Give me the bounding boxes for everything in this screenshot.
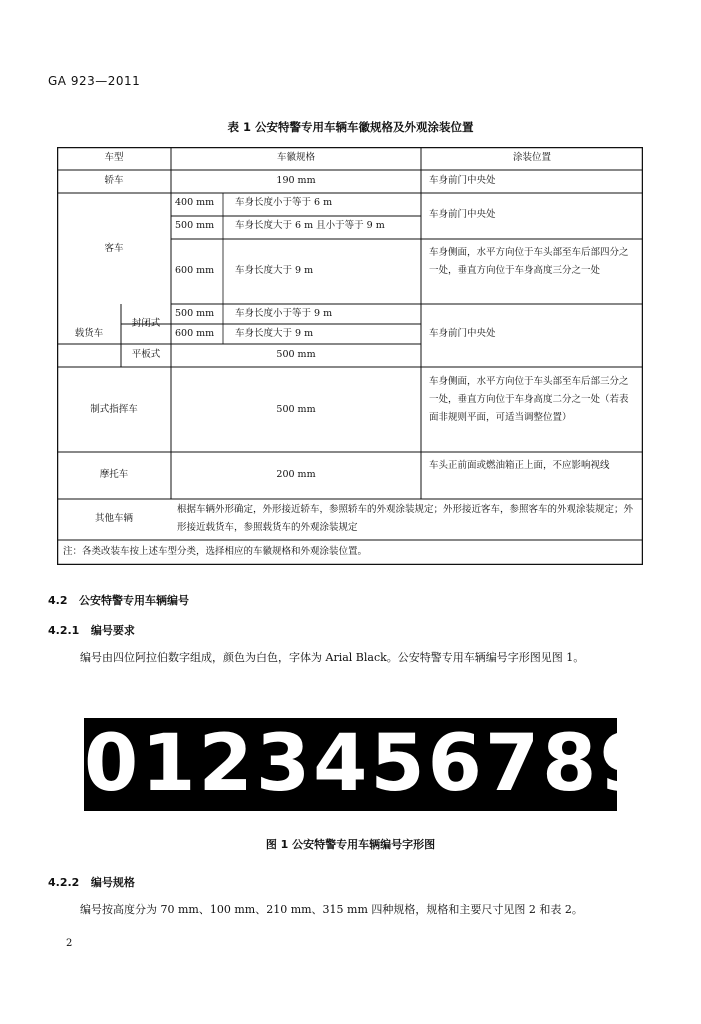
keche-cond-3: 车身长度大于 9 m (235, 265, 314, 276)
fengbi-size-1: 500 mm (175, 308, 215, 319)
keche-pos-front: 车身前门中央处 (429, 209, 496, 220)
section-title: 编号规格 (90, 876, 135, 889)
col-header-pos: 涂装位置 (512, 152, 551, 163)
row-zhihui-spec: 500 mm (276, 404, 316, 415)
row-huoche-type: 载货车 (74, 328, 104, 339)
fengbi-pos: 车身前门中央处 (429, 328, 496, 339)
row-qita-type: 其他车辆 (94, 513, 133, 524)
keche-size-2: 500 mm (175, 220, 215, 231)
fengbi-size-2: 600 mm (175, 328, 215, 339)
row-jiaoche-spec: 190 mm (276, 175, 316, 186)
section-4-2-1 (48, 622, 135, 638)
col-header-spec: 车徽规格 (276, 152, 315, 163)
row-qita-desc: 根据车辆外形确定，外形接近轿车，参照轿车的外观涂装规定；外形接近客车，参照客车的外观涂装规定；外形接近载货车，参照载货车的外观涂装规定 (177, 504, 634, 533)
fengbi-cond-2: 车身长度大于 9 m (235, 328, 314, 339)
pingban-spec: 500 mm (276, 349, 316, 360)
section-4-2 (48, 592, 189, 608)
pingban-type: 平板式 (131, 349, 161, 360)
section-title: 公安特警专用车辆编号 (79, 594, 189, 607)
row-motuo-spec: 200 mm (276, 469, 316, 480)
page-number: 2 (66, 938, 73, 949)
spec-table (57, 147, 643, 565)
row-motuo-type: 摩托车 (99, 469, 129, 480)
section-number: 4.2.2 (48, 876, 80, 889)
fengbi-label: 封闭式 (131, 318, 161, 329)
col-header-type: 车型 (104, 152, 124, 163)
fengbi-cond-1: 车身长度小于等于 9 m (235, 308, 333, 319)
standard-id: GA 923—2011 (48, 74, 141, 88)
table-note: 注：各类改装车按上述车型分类，选择相应的车徽规格和外观涂装位置。 (63, 546, 368, 557)
paragraph-4-2-2: 编号按高度分为 70 mm、100 mm、210 mm、315 mm 四种规格，规格和主要尺寸见图 2 和表 2。 (80, 903, 583, 916)
digit-glyph-figure (84, 718, 657, 811)
row-jiaoche-type: 轿车 (104, 175, 124, 186)
row-jiaoche-pos: 车身前门中央处 (429, 175, 496, 186)
keche-size-1: 400 mm (175, 197, 215, 208)
figure-caption: 图 1 公安特警专用车辆编号字形图 (265, 838, 436, 851)
section-number: 4.2 (48, 594, 68, 607)
paragraph-4-2-1: 编号由四位阿拉伯数字组成，颜色为白色，字体为 Arial Black。公安特警专用车辆编号字形图见图 1。 (80, 651, 585, 664)
keche-cond-2: 车身长度大于 6 m 且小于等于 9 m (235, 220, 385, 231)
digit-glyphs: 0123456789 (84, 719, 657, 809)
keche-pos-side: 车身侧面，水平方向位于车头部至车后部四分之一处，垂直方向位于车身高度三分之一处 (429, 247, 629, 276)
row-keche-type: 客车 (104, 243, 124, 254)
section-title: 编号要求 (90, 624, 135, 637)
row-zhihui-pos: 车身侧面，水平方向位于车头部至车后部三分之一处，垂直方向位于车身高度二分之一处（若表面非规则平面，可适当调整位置） (429, 376, 629, 423)
table-caption: 表 1 公安特警专用车辆车徽规格及外观涂装位置 (227, 120, 474, 134)
row-motuo-pos: 车头正前面或燃油箱正上面，不应影响视线 (429, 460, 610, 471)
row-zhihui-type: 制式指挥车 (90, 404, 138, 415)
section-number: 4.2.1 (48, 624, 80, 637)
keche-size-3: 600 mm (175, 265, 215, 276)
section-4-2-2 (48, 874, 135, 890)
keche-cond-1: 车身长度小于等于 6 m (235, 197, 333, 208)
